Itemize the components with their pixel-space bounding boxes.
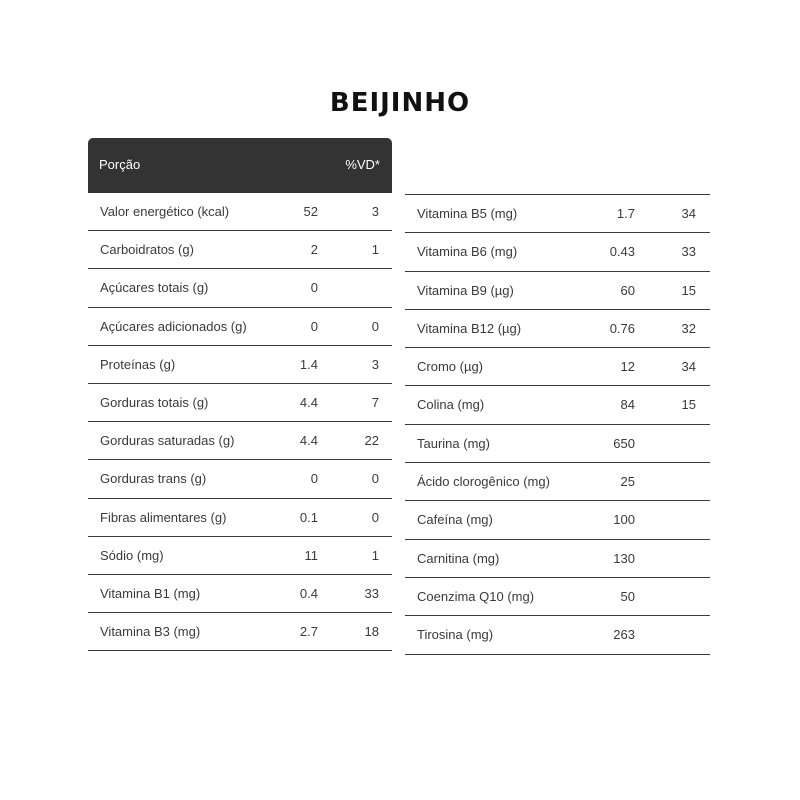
nutrient-quantity: 11 xyxy=(304,547,318,563)
nutrient-quantity: 4.4 xyxy=(299,394,318,410)
nutrient-daily-value: 15 xyxy=(681,397,696,413)
table-row xyxy=(405,310,710,348)
nutrient-quantity: 12 xyxy=(620,359,635,375)
nutrient-daily-value: 15 xyxy=(681,282,696,298)
nutrient-name: Vitamina B3 (mg) xyxy=(100,624,201,640)
nutrient-daily-value: 0 xyxy=(371,318,379,334)
nutrient-name: Gorduras trans (g) xyxy=(100,471,207,487)
table-row xyxy=(405,540,710,578)
table-row xyxy=(88,460,392,498)
right-rows xyxy=(405,195,710,655)
nutrient-quantity: 1.4 xyxy=(299,356,318,372)
nutrient-daily-value: 7 xyxy=(371,394,379,410)
nutrient-quantity: 0.4 xyxy=(299,585,318,601)
table-row xyxy=(405,233,710,271)
nutrient-name: Vitamina B9 (µg) xyxy=(417,282,514,298)
table-row xyxy=(88,575,392,613)
nutrient-quantity: 2.7 xyxy=(299,624,318,640)
nutrient-daily-value: 3 xyxy=(371,204,379,219)
nutrient-name: Proteínas (g) xyxy=(100,356,176,372)
nutrient-name: Sódio (mg) xyxy=(100,547,164,563)
table-row xyxy=(88,537,392,575)
nutrient-quantity: 52 xyxy=(303,204,318,219)
nutrient-name: Taurina (mg) xyxy=(417,435,490,451)
nutrient-name: Açúcares adicionados (g) xyxy=(100,318,247,334)
table-row xyxy=(405,272,710,310)
nutrient-daily-value: 34 xyxy=(681,206,696,221)
nutrient-daily-value: 0 xyxy=(371,471,379,487)
nutrient-name: Vitamina B1 (mg) xyxy=(100,585,201,601)
table-row xyxy=(88,346,392,384)
table-row xyxy=(88,384,392,422)
table-row xyxy=(88,499,392,537)
table-row xyxy=(405,616,710,654)
table-header xyxy=(88,138,392,193)
nutrient-name: Açúcares totais (g) xyxy=(100,280,209,296)
nutrient-quantity: 0 xyxy=(310,280,318,296)
table-row xyxy=(88,231,392,269)
nutrient-name: Coenzima Q10 (mg) xyxy=(417,588,535,604)
nutrient-daily-value: 33 xyxy=(364,585,379,601)
nutrient-quantity: 100 xyxy=(613,512,635,528)
header-portion-label: Porção xyxy=(99,157,141,172)
nutrient-daily-value: 1 xyxy=(371,547,379,563)
product-title: BEIJINHO xyxy=(329,88,471,118)
nutrient-quantity: 0 xyxy=(310,318,318,334)
nutrient-quantity: 1.7 xyxy=(616,206,635,221)
left-rows xyxy=(88,193,392,651)
nutrient-name: Fibras alimentares (g) xyxy=(100,509,227,525)
nutrient-name: Gorduras saturadas (g) xyxy=(100,433,235,449)
nutrient-name: Vitamina B5 (mg) xyxy=(417,206,518,221)
nutrient-name: Colina (mg) xyxy=(417,397,485,413)
nutrient-daily-value: 0 xyxy=(371,509,379,525)
table-row xyxy=(88,308,392,346)
table-row xyxy=(405,578,710,616)
nutrient-name: Ácido clorogênico (mg) xyxy=(417,474,550,490)
table-row xyxy=(405,463,710,501)
table-row xyxy=(88,613,392,651)
nutrient-quantity: 130 xyxy=(613,550,635,566)
table-row xyxy=(405,195,710,233)
nutrition-table-right xyxy=(405,194,710,655)
nutrient-quantity: 25 xyxy=(620,474,635,490)
nutrient-quantity: 0.76 xyxy=(609,320,635,336)
table-row xyxy=(88,193,392,231)
table-row xyxy=(88,269,392,307)
nutrient-name: Carnitina (mg) xyxy=(417,550,500,566)
nutrient-quantity: 50 xyxy=(620,588,635,604)
nutrient-daily-value: 22 xyxy=(364,433,379,449)
nutrition-table-left xyxy=(88,138,392,651)
table-row xyxy=(88,422,392,460)
nutrient-quantity: 0 xyxy=(310,471,318,487)
table-row xyxy=(405,348,710,386)
nutrient-quantity: 2 xyxy=(310,242,318,258)
nutrient-name: Vitamina B12 (µg) xyxy=(417,320,522,336)
nutrient-quantity: 0.1 xyxy=(299,509,318,525)
nutrient-quantity: 84 xyxy=(620,397,635,413)
table-row xyxy=(405,386,710,424)
nutrient-name: Gorduras totais (g) xyxy=(100,394,209,410)
nutrient-name: Tirosina (mg) xyxy=(417,627,494,643)
nutrient-name: Cromo (µg) xyxy=(417,359,483,375)
nutrient-daily-value: 3 xyxy=(371,356,379,372)
table-row xyxy=(405,501,710,539)
header-daily-value-label: %VD* xyxy=(345,157,380,172)
table-row xyxy=(405,425,710,463)
nutrient-name: Cafeína (mg) xyxy=(417,512,493,528)
nutrient-name: Valor energético (kcal) xyxy=(100,204,230,219)
nutrient-name: Vitamina B6 (mg) xyxy=(417,244,518,260)
nutrient-quantity: 650 xyxy=(613,435,635,451)
nutrient-daily-value: 32 xyxy=(681,320,696,336)
nutrient-daily-value: 18 xyxy=(364,624,379,640)
nutrient-quantity: 4.4 xyxy=(299,433,318,449)
nutrient-daily-value: 33 xyxy=(681,244,696,260)
nutrient-quantity: 263 xyxy=(613,627,635,643)
nutrient-name: Carboidratos (g) xyxy=(100,242,194,258)
nutrient-quantity: 60 xyxy=(620,282,635,298)
nutrient-daily-value: 34 xyxy=(681,359,696,375)
nutrient-quantity: 0.43 xyxy=(609,244,635,260)
nutrient-daily-value: 1 xyxy=(371,242,379,258)
